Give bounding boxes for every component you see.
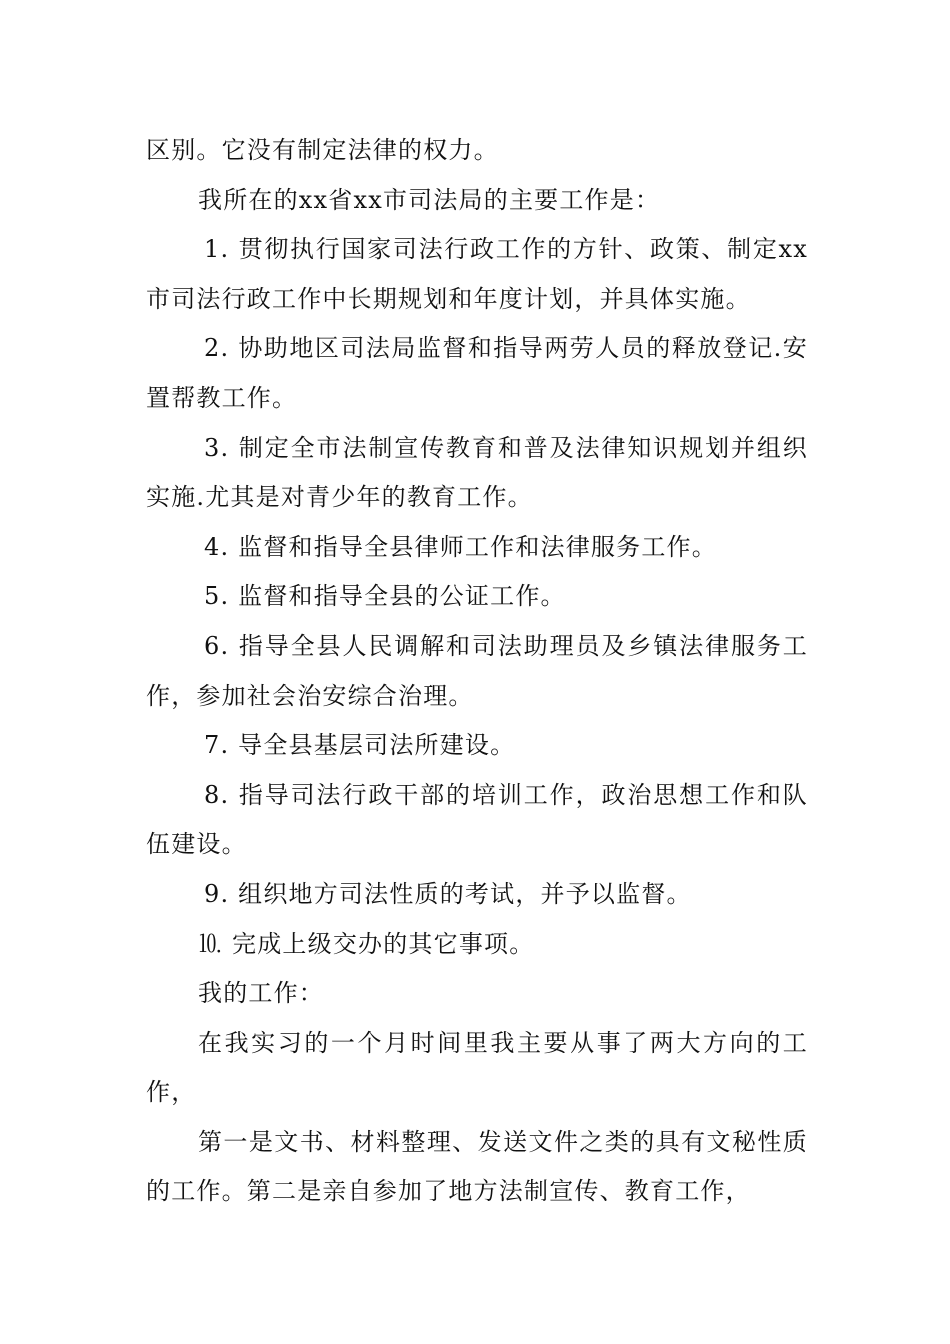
paragraph-intro: 我所在的xx省xx市司法局的主要工作是：: [198, 185, 661, 214]
section-heading: 我的工作：: [198, 979, 324, 1008]
list-item: 8. 指导司法行政干部的培训工作，政治思想工作和队伍建设。: [146, 780, 808, 859]
list-item: 4. 监督和指导全县律师工作和法律服务工作。: [204, 532, 717, 561]
list-item: 9. 组织地方司法性质的考试，并予以监督。: [204, 879, 692, 908]
list-item: 7. 导全县基层司法所建设。: [204, 731, 516, 760]
list-item: 1. 贯彻执行国家司法行政工作的方针、政策、制定xx市司法行政工作中长期规划和年度计划，并具体实施。: [146, 235, 808, 313]
paragraph: 区别。它没有制定法律的权力。: [146, 136, 499, 164]
list-item: 3. 制定全市法制宣传教育和普及法律知识规划并组织实施.尤其是对青少年的教育工作。: [146, 433, 808, 512]
paragraph: 在我实习的一个月时间里我主要从事了两大方向的工作，: [146, 1028, 808, 1107]
list-item: 5. 监督和指导全县的公证工作。: [204, 582, 566, 611]
list-item: 6. 指导全县人民调解和司法助理员及乡镇法律服务工作，参加社会治安综合治理。: [146, 631, 808, 710]
list-item: ⒑ 完成上级交办的其它事项。: [198, 929, 535, 958]
document-body: [146, 126, 808, 1217]
list-item: 2. 协助地区司法局监督和指导两劳人员的释放登记.安置帮教工作。: [146, 334, 808, 412]
paragraph: 第一是文书、材料整理、发送文件之类的具有文秘性质的工作。第二是亲自参加了地方法制宣传、教育工作，: [146, 1127, 808, 1206]
